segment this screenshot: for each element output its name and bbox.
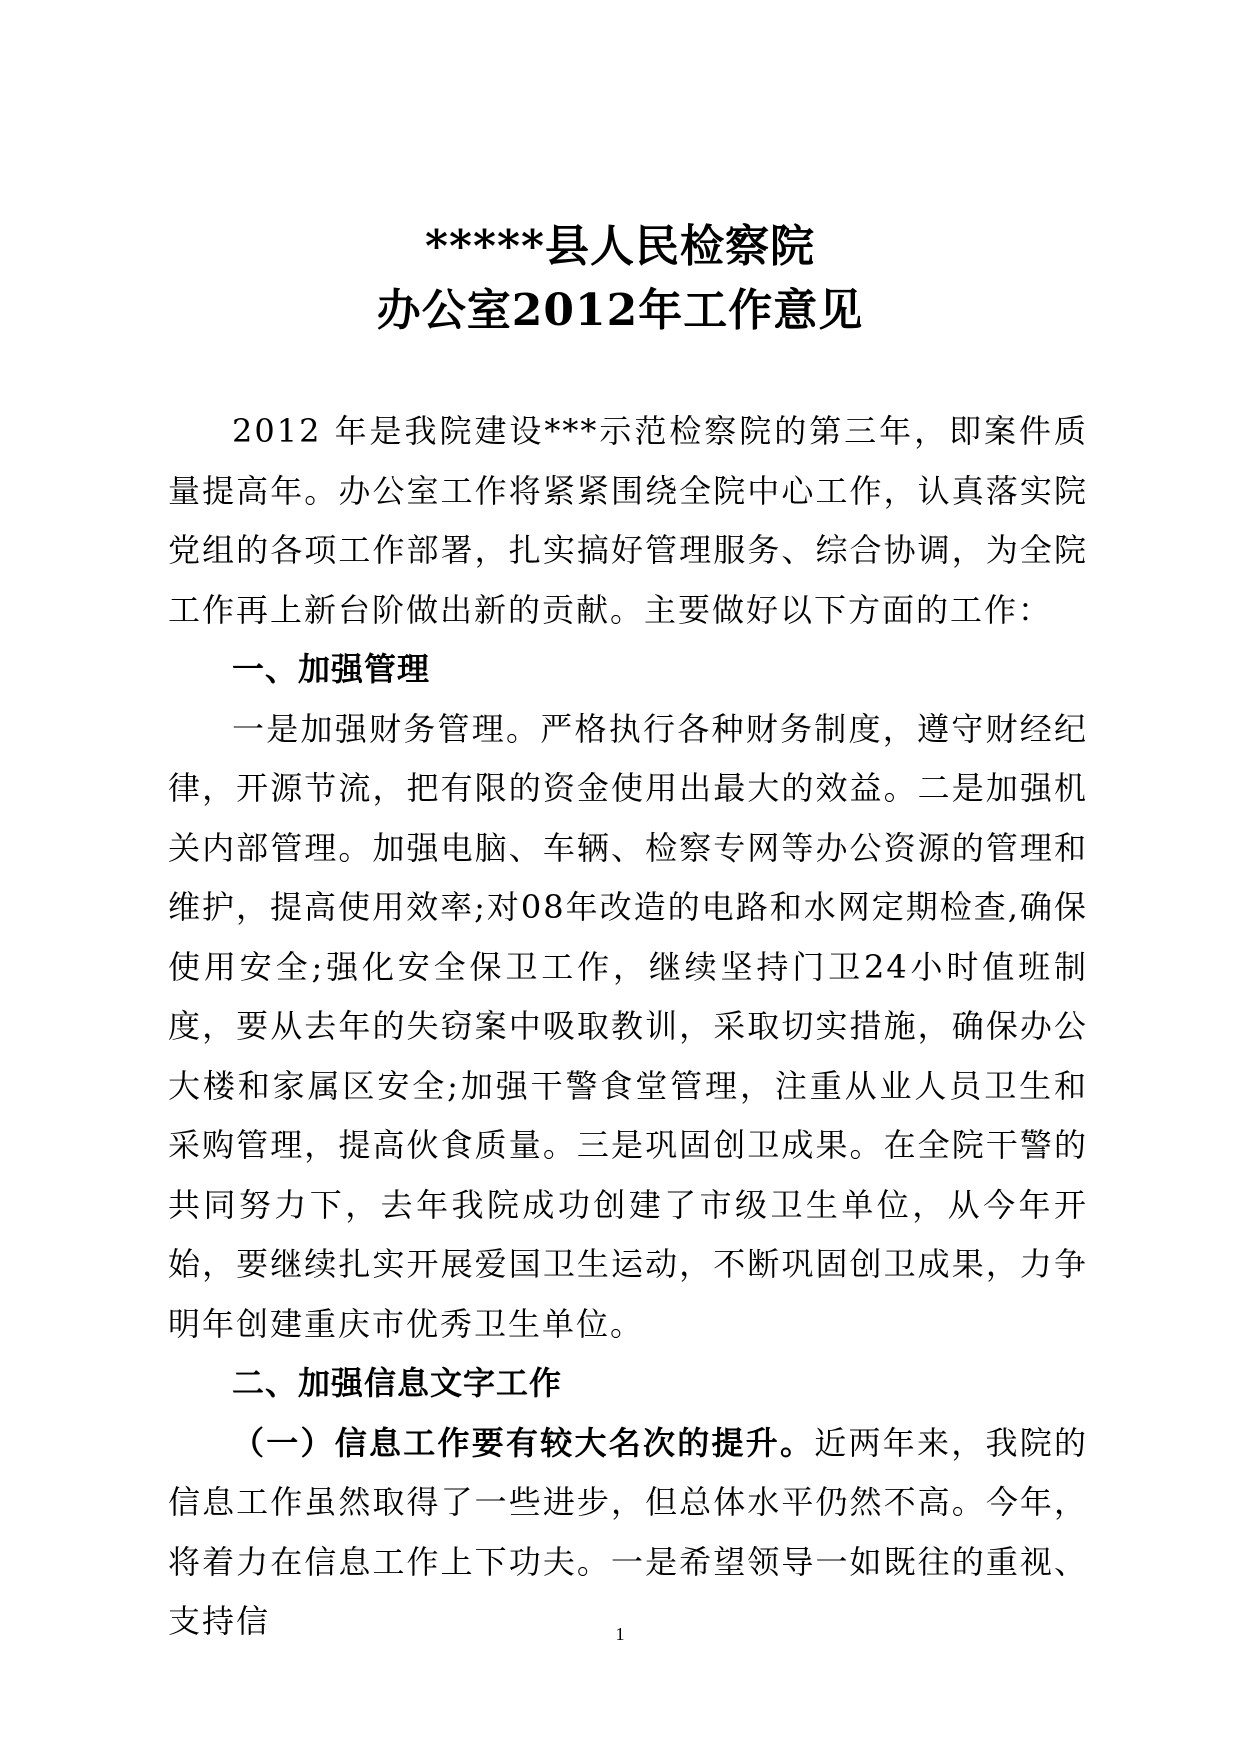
intro-paragraph: 2012 年是我院建设***示范检察院的第三年，即案件质量提高年。办公室工作将紧紧围绕全院中心工作，认真落实院党组的各项工作部署，扎实搞好管理服务、综合协调，为全院工作再上新台阶做出新的贡献。主要做好以下方面的工作：: [168, 412, 1088, 629]
subsection-1-lead: （一）信息工作要有较大名次的提升。: [232, 1423, 815, 1462]
document-title-line-1: *****县人民检察院: [424, 221, 816, 272]
section-1-heading: 一、加强管理: [232, 650, 431, 688]
page-number: 1: [615, 1624, 625, 1644]
section-2-subsection-1: [168, 1414, 1088, 1652]
section-1-paragraph: 一是加强财务管理。严格执行各种财务制度，遵守财经纪律，开源节流，把有限的资金使用出最大的效益。二是加强机关内部管理。加强电脑、车辆、检察专网等办公资源的管理和维护，提高使用效率;对08年改造的电路和水网定期检查,确保使用安全;强化安全保卫工作，继续坚持门卫24小时值班制度，要从去年的失窃案中吸取教训，采取切实措施，确保办公大楼和家属区安全;加强干警食堂管理，注重从业人员卫生和采购管理，提高伙食质量。三是巩固创卫成果。在全院干警的共同努力下，去年我院成功创建了市级卫生单位，从今年开始，要继续扎实开展爱国卫生运动，不断巩固创卫成果，力争明年创建重庆市优秀卫生单位。: [168, 709, 1088, 1343]
section-2-heading: 二、加强信息文字工作: [232, 1364, 563, 1402]
subsection-1-body: 近两年来，我院的信息工作虽然取得了一些进步，但总体水平仍然不高。今年，将着力在信息工作上下功夫。一是希望领导一如既往的重视、支持信: [168, 1423, 1088, 1640]
document-title-line-2: 办公室2012年工作意见: [376, 285, 864, 336]
document-body: [168, 402, 1088, 1652]
